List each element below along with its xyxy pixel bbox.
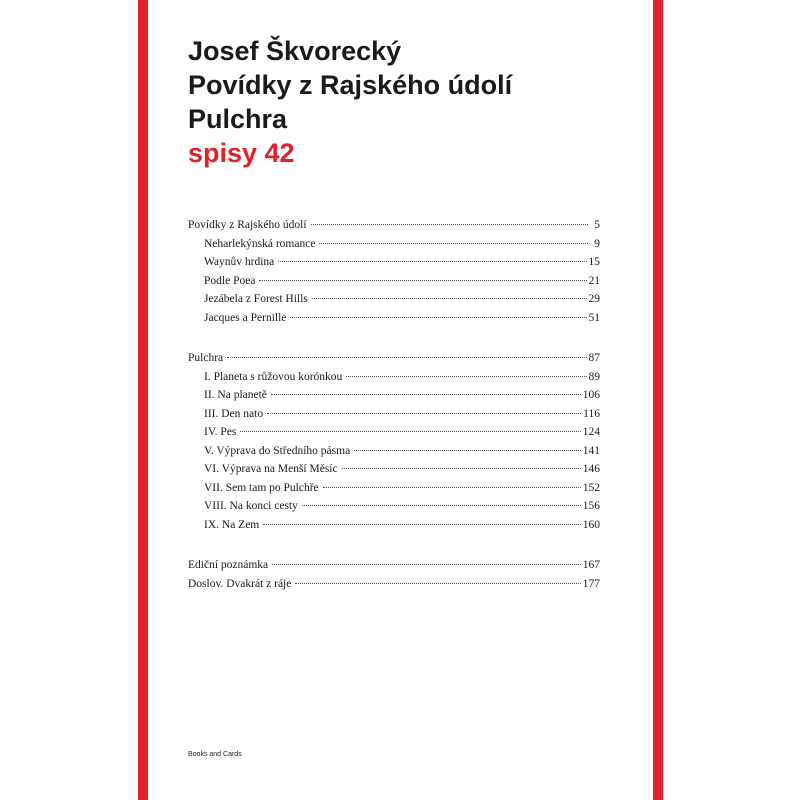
toc-entry-title: IV. Pes [204, 426, 237, 438]
toc-subentry [188, 235, 600, 254]
toc-entry-title: III. Den nato [204, 407, 264, 420]
toc-leader-dots [295, 583, 580, 584]
toc-leader-dots [319, 243, 588, 244]
toc-page-number: 160 [582, 518, 600, 531]
toc-entry-title: Podle Poea [204, 274, 256, 287]
toc-group-gap [188, 327, 600, 349]
left-red-bar [138, 0, 148, 800]
toc-page-number: 5 [594, 219, 600, 231]
toc-entry-title: VI. Výprava na Menší Měsíc [204, 463, 338, 475]
toc-page-number: 9 [594, 237, 600, 250]
book-subtitle: Pulchra [188, 104, 288, 134]
book-title: Povídky z Rajského údolí [188, 70, 513, 100]
toc-leader-dots [346, 376, 586, 377]
toc-page-number: 152 [582, 481, 600, 494]
toc-entry-title: Povídky z Rajského údolí [188, 219, 307, 231]
toc-subentry [188, 386, 600, 405]
toc-entry-title: VIII. Na konci cesty [204, 500, 298, 512]
toc-page-number: 21 [588, 274, 600, 287]
toc-leader-dots [354, 450, 581, 451]
author-name: Josef Škvorecký [188, 36, 402, 66]
toc-leader-dots [267, 413, 581, 414]
toc-page-number: 106 [582, 389, 600, 401]
toc-entry-title: Jacques a Pernille [204, 311, 287, 324]
toc-entry-title: Jezábela z Forest Hills [204, 293, 308, 305]
toc-entry [188, 575, 600, 594]
toc-entry-title: Doslov. Dvakrát z ráje [188, 577, 292, 590]
toc-page-number: 51 [588, 311, 600, 324]
toc-subentry [188, 460, 600, 479]
toc-subentry [188, 272, 600, 291]
toc-entry-title: I. Planeta s růžovou korónkou [204, 370, 343, 383]
toc-subentry [188, 442, 600, 461]
series-label: spisy 42 [188, 138, 295, 168]
toc-leader-dots [311, 224, 588, 225]
toc-subentry [188, 423, 600, 442]
toc-page-number: 15 [588, 256, 600, 268]
toc-entry-title: Pulchra [188, 352, 224, 364]
toc-leader-dots [240, 431, 580, 432]
toc-subentry [188, 497, 600, 516]
toc-leader-dots [278, 261, 586, 262]
table-of-contents [188, 216, 600, 593]
toc-leader-dots [271, 394, 581, 395]
toc-entry [188, 556, 600, 575]
toc-subentry [188, 309, 600, 328]
toc-page-number: 89 [588, 370, 600, 383]
toc-leader-dots [302, 505, 581, 506]
toc-leader-dots [263, 524, 581, 525]
publisher-name: Books and Cards [188, 751, 242, 758]
toc-entry-title: VII. Sem tam po Pulchře [204, 481, 319, 494]
toc-subentry [188, 290, 600, 309]
right-red-bar [653, 0, 663, 800]
toc-leader-dots [312, 298, 587, 299]
toc-leader-dots [290, 317, 586, 318]
toc-entry-title: V. Výprava do Středního pásma [204, 444, 351, 457]
toc-leader-dots [227, 357, 586, 358]
toc-subentry [188, 405, 600, 424]
toc-group-gap [188, 534, 600, 556]
toc-entry-title: IX. Na Zem [204, 518, 260, 531]
toc-entry-title: Neharlekýnská romance [204, 237, 316, 250]
toc-leader-dots [342, 468, 581, 469]
toc-entry [188, 349, 600, 368]
toc-page-number: 167 [582, 559, 600, 571]
toc-page-number: 156 [582, 500, 600, 512]
toc-subentry [188, 516, 600, 535]
cover-header [188, 34, 512, 170]
toc-leader-dots [272, 564, 581, 565]
toc-page-number: 87 [588, 352, 600, 364]
toc-page-number: 141 [582, 444, 600, 457]
toc-leader-dots [259, 280, 586, 281]
toc-page-number: 116 [583, 407, 600, 420]
toc-leader-dots [323, 487, 581, 488]
toc-entry-title: II. Na planetě [204, 389, 267, 401]
toc-entry-title: Ediční poznámka [188, 559, 269, 571]
toc-page-number: 177 [582, 577, 600, 590]
toc-page-number: 146 [582, 463, 600, 475]
toc-subentry [188, 479, 600, 498]
toc-page-number: 29 [588, 293, 600, 305]
toc-entry-title: Waynův hrdina [204, 256, 275, 268]
toc-subentry [188, 253, 600, 272]
toc-entry [188, 216, 600, 235]
toc-page-number: 124 [582, 426, 600, 438]
toc-subentry [188, 368, 600, 387]
